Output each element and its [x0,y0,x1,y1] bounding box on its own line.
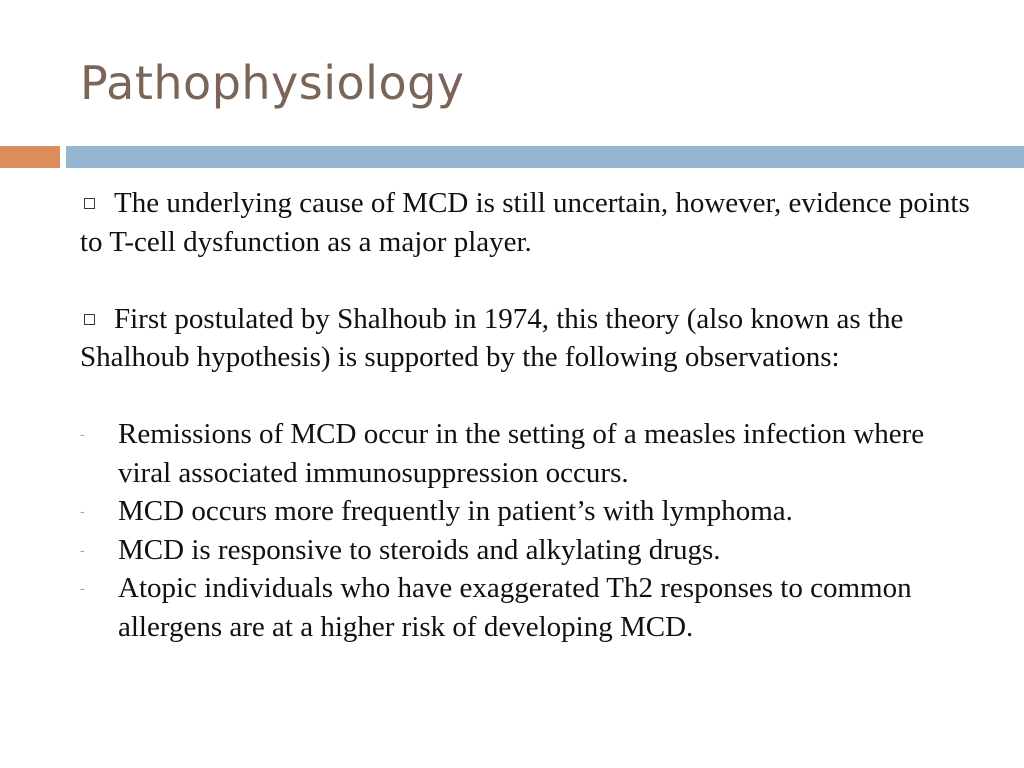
dash-bullet-icon: - [80,503,85,519]
bullet-text: First postulated by Shalhoub in 1974, this theory (also known as the Shalhoub hypothesis) is supported by the following observations: [80,302,904,373]
list-item-text: MCD occurs more frequently in patient’s with lymphoma. [118,495,793,527]
list-item [80,492,980,531]
list-item-text: Remissions of MCD occur in the setting of a measles infection where viral associated immunosuppression occurs. [118,418,925,489]
bullet-paragraph [80,300,980,377]
title-accent-bar [0,146,60,168]
observations-list [80,415,980,646]
slide-body [80,184,980,646]
list-item-text: MCD is responsive to steroids and alkylating drugs. [118,533,721,566]
bullet-text: The underlying cause of MCD is still uncertain, however, evidence points to T-cell dysfunction as a major player. [80,187,970,258]
list-item [80,415,980,492]
slide-title: Pathophysiology [80,56,465,110]
bullet-paragraph [80,184,980,261]
title-divider-bar [66,146,1024,168]
spacer [80,261,980,300]
dash-bullet-icon: - [80,426,85,442]
square-bullet-icon [84,314,95,325]
list-item-text: Atopic individuals who have exaggerated Th2 responses to common allergens are at a higher risk of developing MCD. [118,572,912,643]
list-item [80,531,980,570]
list-item [80,569,980,646]
square-bullet-icon [84,198,95,209]
dash-bullet-icon: - [80,541,85,558]
spacer [80,377,980,416]
dash-bullet-icon: - [80,580,85,596]
